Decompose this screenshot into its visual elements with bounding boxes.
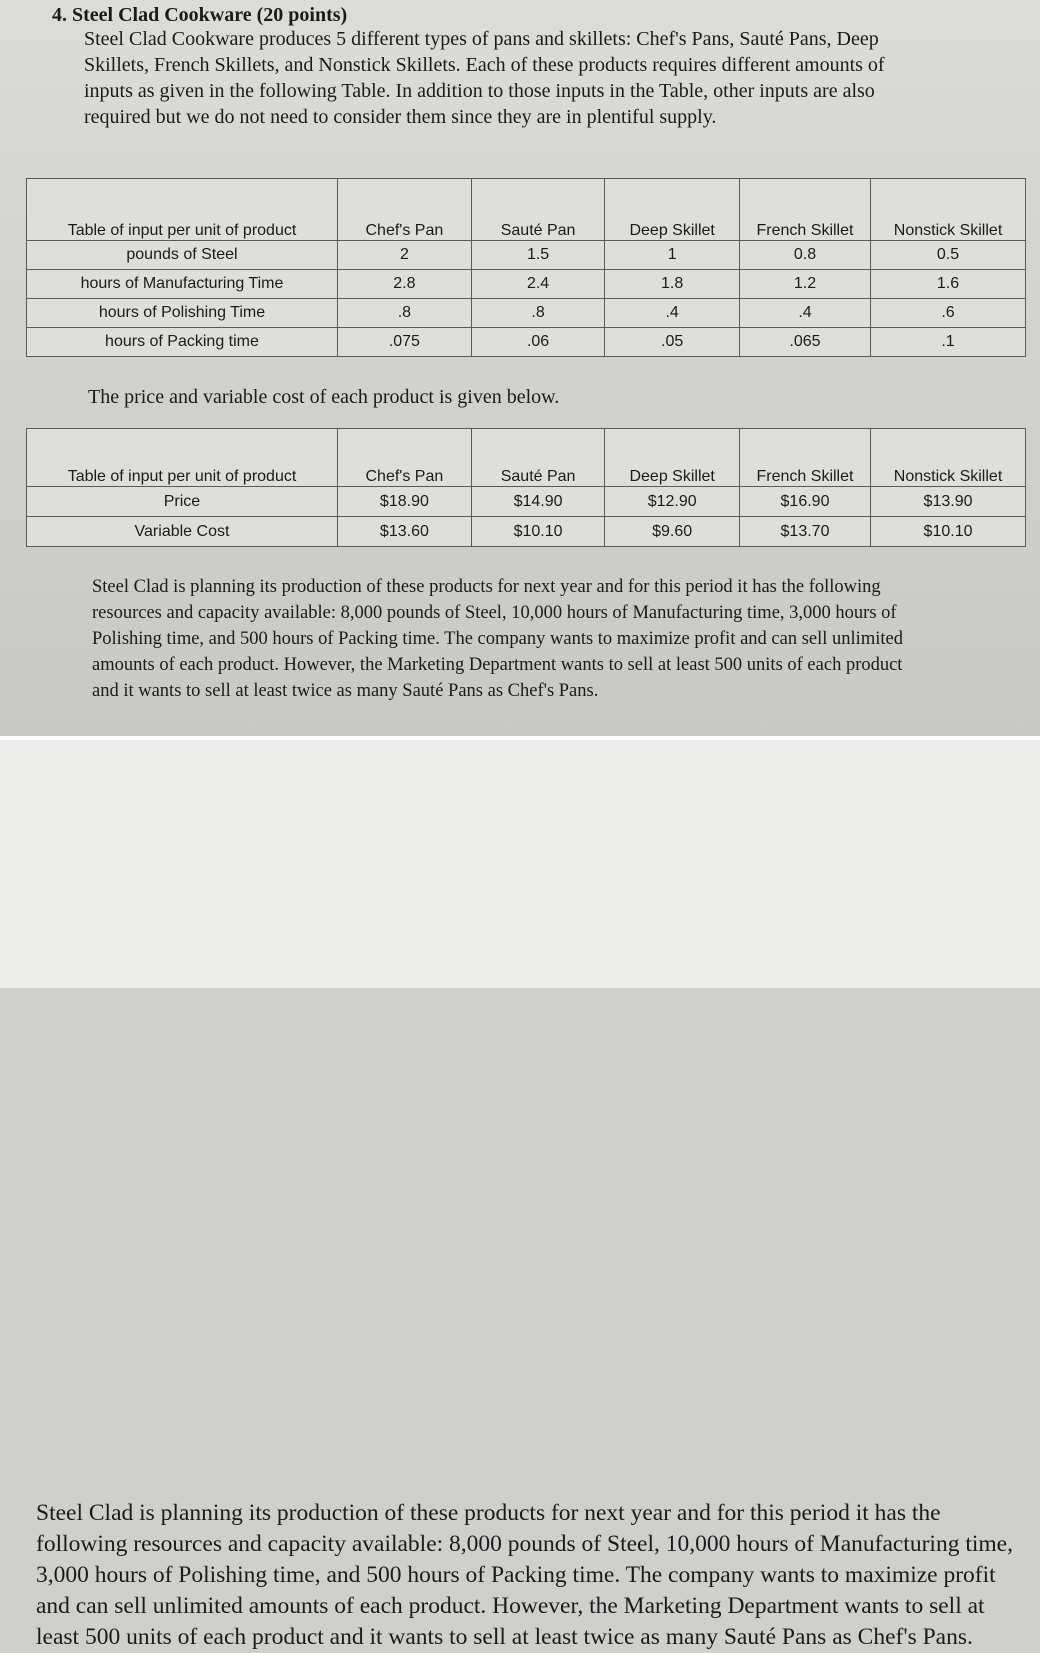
table-cell: 2	[337, 241, 471, 270]
table-row	[27, 328, 1026, 357]
table-cell: 2.4	[471, 270, 605, 299]
inputs-header-deep-skillet: Deep Skillet	[605, 179, 740, 241]
inputs-table	[26, 178, 1026, 357]
table-cell: 1.8	[605, 270, 740, 299]
table-cell: .05	[605, 328, 740, 357]
table-cell: $16.90	[739, 487, 870, 517]
zoomed-crop-region	[0, 740, 1040, 1650]
price-header-french-skillet: French Skillet	[739, 429, 870, 487]
price-header-saute-pan: Sauté Pan	[471, 429, 605, 487]
table-row	[27, 517, 1026, 547]
question-title: 4. Steel Clad Cookware (20 points)	[52, 4, 348, 26]
row-label: hours of Manufacturing Time	[27, 270, 338, 299]
row-label: Variable Cost	[27, 517, 338, 547]
table-cell: $13.90	[871, 487, 1026, 517]
table-row	[27, 487, 1026, 517]
table-cell: .6	[871, 299, 1026, 328]
price-header-label: Table of input per unit of product	[27, 429, 338, 487]
row-label: pounds of Steel	[27, 241, 338, 270]
table-cell: .8	[337, 299, 471, 328]
row-label: hours of Packing time	[27, 328, 338, 357]
table-cell: $12.90	[605, 487, 740, 517]
table-cell: 1	[605, 241, 740, 270]
table-cell: 0.8	[739, 241, 870, 270]
table-cell: .4	[605, 299, 740, 328]
inputs-header-nonstick-skillet: Nonstick Skillet	[871, 179, 1026, 241]
inputs-header-chefs-pan: Chef's Pan	[337, 179, 471, 241]
planning-text-photo: Steel Clad is planning its production of these products for next year and for this period it has the following resources and capacity available: 8,000 pounds of Steel, 10,000 hours of Manufacturing time, 3,000 hours of Polishing time, and 500 hours of Packing time. The company wants to maximize profit and can sell unlimited amounts of each product. However, the Marketing Department wants to sell at least 500 units of each product and it wants to sell at least twice as many Sauté Pans as Chef's Pans.	[92, 577, 903, 701]
price-header-deep-skillet: Deep Skillet	[605, 429, 740, 487]
table-row	[27, 270, 1026, 299]
table-cell: $10.10	[471, 517, 605, 547]
row-label: hours of Polishing Time	[27, 299, 338, 328]
inputs-header-saute-pan: Sauté Pan	[471, 179, 605, 241]
table-cell: $10.10	[871, 517, 1026, 547]
price-table	[26, 428, 1026, 547]
row-label: Price	[27, 487, 338, 517]
table-cell: 0.5	[871, 241, 1026, 270]
table-cell: .065	[739, 328, 870, 357]
table-cell: .06	[471, 328, 605, 357]
table-cell: 1.5	[471, 241, 605, 270]
table-cell: .1	[871, 328, 1026, 357]
table-row	[27, 241, 1026, 270]
inputs-header-french-skillet: French Skillet	[739, 179, 870, 241]
question-body: Steel Clad Cookware produces 5 different types of pans and skillets: Chef's Pans, Sauté Pans, Deep Skillets, French Skillets, and Nonstick Skillets. Each of these products requires different amounts of inputs as given in the following Table. In addition to those inputs in the Table, other inputs are also required but we do not need to consider them since they are in plentiful supply.	[84, 28, 885, 128]
table-cell: 1.6	[871, 270, 1026, 299]
price-header-chefs-pan: Chef's Pan	[337, 429, 471, 487]
table-cell: 2.8	[337, 270, 471, 299]
table-cell: .8	[471, 299, 605, 328]
price-sentence: The price and variable cost of each product is given below.	[88, 386, 560, 408]
table-cell: $13.60	[337, 517, 471, 547]
photo-region	[0, 0, 1040, 736]
planning-text-zoomed: Steel Clad is planning its production of these products for next year and for this period it has the following resources and capacity available: 8,000 pounds of Steel, 10,000 hours of Manufacturing time, 3,000 hours of Polishing time, and 500 hours of Packing time. The company wants to maximize profit and can sell unlimited amounts of each product. However, the Marketing Department wants to sell at least 500 units of each product and it wants to sell at least twice as many Sauté Pans as Chef's Pans.	[36, 1500, 1013, 1650]
table-cell: .075	[337, 328, 471, 357]
table-cell: 1.2	[739, 270, 870, 299]
table-row	[27, 299, 1026, 328]
table-cell: $14.90	[471, 487, 605, 517]
table-cell: $13.70	[739, 517, 870, 547]
table-cell: $9.60	[605, 517, 740, 547]
table-cell: .4	[739, 299, 870, 328]
price-header-nonstick-skillet: Nonstick Skillet	[871, 429, 1026, 487]
inputs-header-label: Table of input per unit of product	[27, 179, 338, 241]
table-cell: $18.90	[337, 487, 471, 517]
